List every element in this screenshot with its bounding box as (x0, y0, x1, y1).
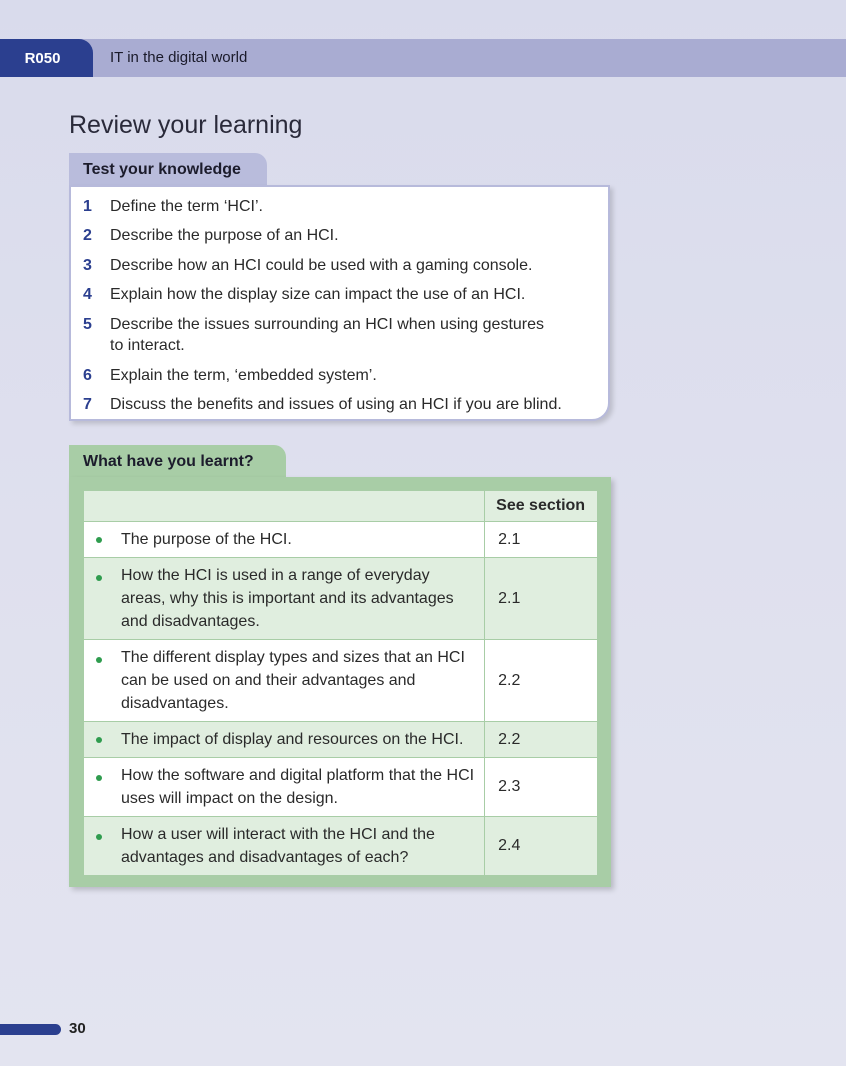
section-ref: 2.3 (485, 758, 598, 817)
section-ref: 2.2 (485, 722, 598, 758)
bullet-icon (96, 737, 102, 743)
unit-title: IT in the digital world (110, 49, 248, 66)
question-number: 7 (83, 396, 92, 413)
table-row (84, 758, 598, 817)
test-knowledge-tab: Test your knowledge (69, 153, 267, 186)
question-text: Explain the term, ‘embedded system’. (110, 367, 377, 384)
review-heading: Review your learning (69, 111, 303, 139)
bullet-icon (96, 834, 102, 840)
learning-point-cell (84, 558, 485, 640)
what-learnt-tab: What have you learnt? (69, 445, 286, 478)
question-number: 1 (83, 198, 92, 215)
learning-point-text: How a user will interact with the HCI and the advantages and disadvantages of each? (121, 826, 435, 866)
page-number-bar (0, 1024, 61, 1035)
table-header-row (84, 491, 598, 522)
learning-point-cell (84, 640, 485, 722)
see-section-header: See section (485, 491, 598, 522)
test-knowledge-box (69, 185, 610, 421)
question-number: 6 (83, 367, 92, 384)
question-number: 4 (83, 286, 92, 303)
learning-point-cell (84, 758, 485, 817)
question-text: Describe the issues surrounding an HCI when using gestures to interact. (110, 316, 545, 354)
learning-point-cell (84, 817, 485, 876)
bullet-icon (96, 575, 102, 581)
learning-point-text: The different display types and sizes that an HCI can be used on and their advantages and disadvantages. (121, 649, 465, 712)
section-ref: 2.4 (485, 817, 598, 876)
question-text: Explain how the display size can impact the use of an HCI. (110, 286, 526, 303)
question-text: Describe the purpose of an HCI. (110, 227, 339, 244)
section-ref: 2.2 (485, 640, 598, 722)
learning-point-text: How the HCI is used in a range of everyday areas, why this is important and its advantages and disadvantages. (121, 567, 454, 630)
bullet-icon (96, 657, 102, 663)
question-number: 3 (83, 257, 92, 274)
learning-point-cell (84, 522, 485, 558)
learning-point-cell (84, 722, 485, 758)
table-row (84, 558, 598, 640)
table-row (84, 817, 598, 876)
table-row (84, 640, 598, 722)
section-ref: 2.1 (485, 558, 598, 640)
learning-summary-table (83, 490, 598, 876)
table-row (84, 722, 598, 758)
page-number: 30 (69, 1020, 86, 1037)
table-row (84, 522, 598, 558)
what-learnt-box (69, 477, 611, 887)
learning-point-text: The purpose of the HCI. (121, 531, 292, 548)
bullet-icon (96, 537, 102, 543)
question-number: 2 (83, 227, 92, 244)
question-text: Define the term ‘HCI’. (110, 198, 263, 215)
bullet-icon (96, 775, 102, 781)
question-number: 5 (83, 316, 92, 333)
section-ref: 2.1 (485, 522, 598, 558)
header-bar (0, 39, 846, 77)
header-blank-cell (84, 491, 485, 522)
unit-code-badge: R050 (0, 39, 93, 77)
learning-point-text: How the software and digital platform that the HCI uses will impact on the design. (121, 767, 475, 807)
learning-point-text: The impact of display and resources on the HCI. (121, 731, 464, 748)
question-text: Describe how an HCI could be used with a gaming console. (110, 257, 533, 274)
question-text: Discuss the benefits and issues of using an HCI if you are blind. (110, 396, 562, 413)
